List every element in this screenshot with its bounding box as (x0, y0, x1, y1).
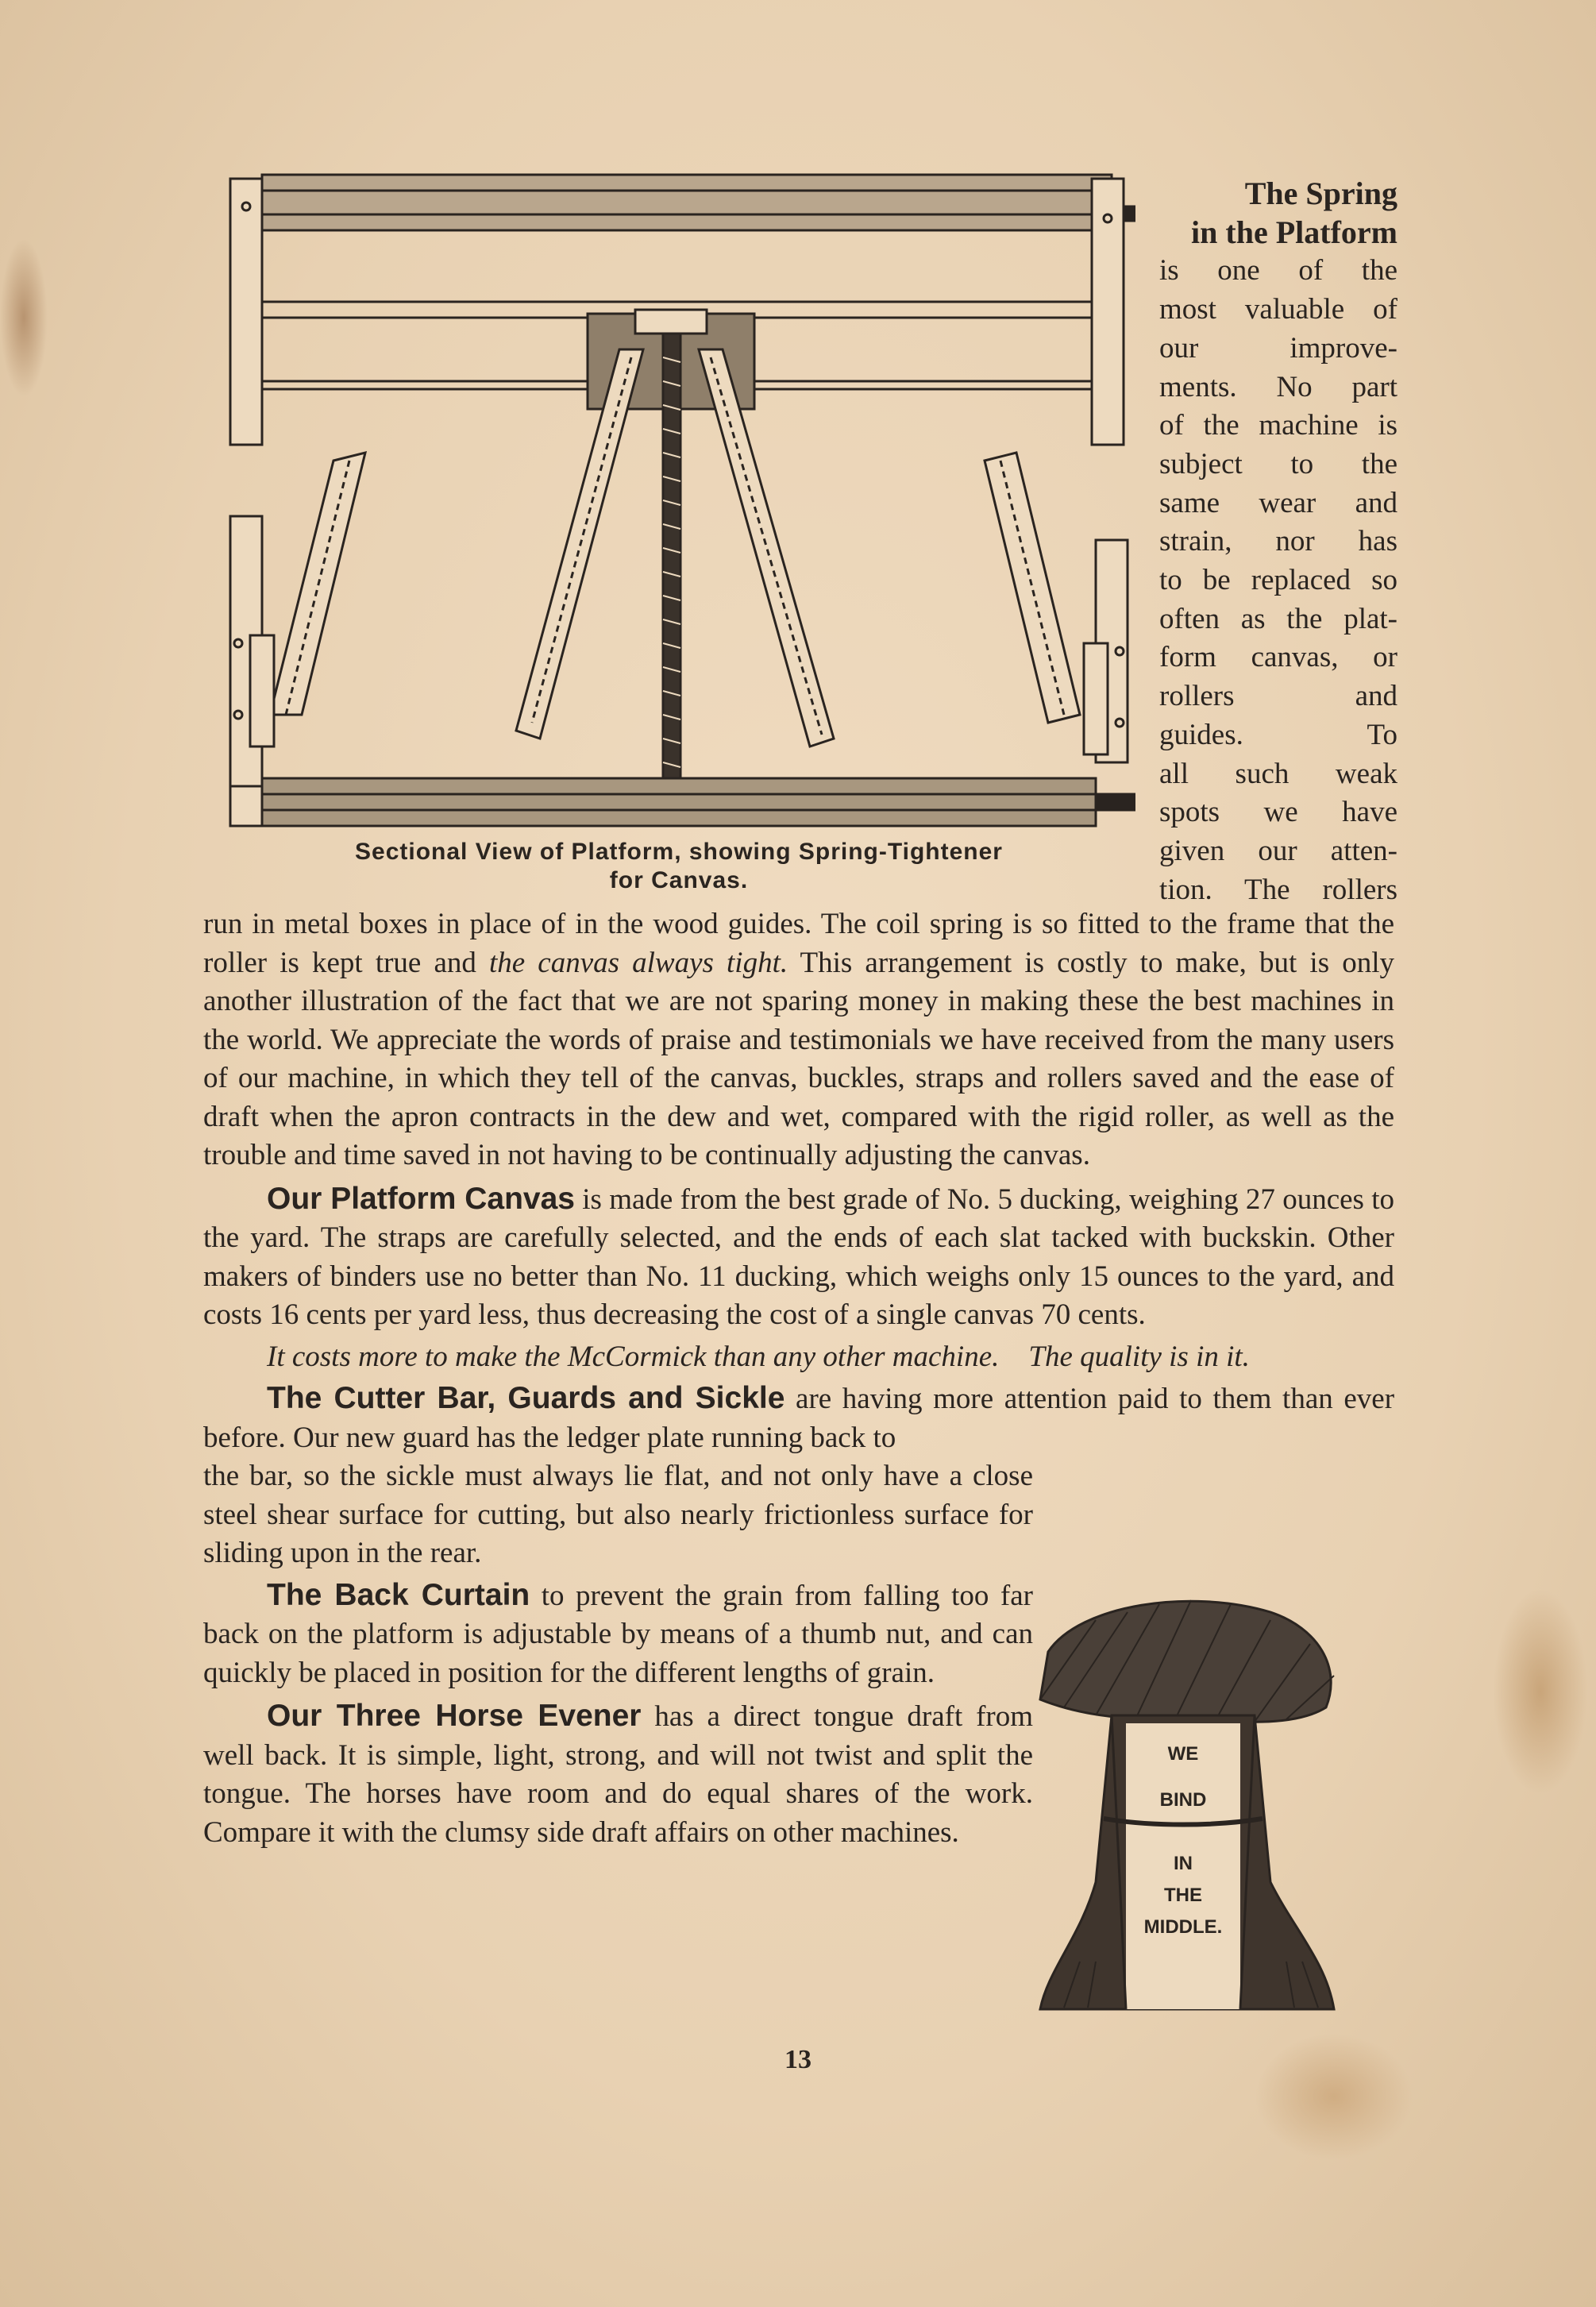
side-line: form canvas, or (1159, 641, 1397, 674)
side-line: tion. The rollers (1159, 873, 1397, 906)
side-line: to be replaced so (1159, 564, 1397, 597)
figure-caption (222, 838, 1135, 895)
paragraph-back-curtain (203, 1576, 1033, 1693)
side-heading-2: in the Platform (1191, 214, 1397, 250)
text: is made from the best grade of No. 5 ducking, weighing 27 ounces to the yard. The straps are carefully selected, and the ends of each slat tacked with buckskin. Other makers of binders use no better than No. 11 ducking, which weighs only 15 ounces to the yard, and costs 16 cents per yard less, thus decreasing the cost of a single canvas 70 cents. (203, 1182, 1394, 1331)
text: has a direct tongue draft from well back. It is simple, light, strong, and will not twist and split the tongue. The horses have room and do equal shares of the work. Compare it with the clumsy side draft affairs on other machines. (203, 1700, 1033, 1849)
quote-part-1: It costs more to make the McCormick than any other machine. (267, 1340, 1000, 1373)
platform-illustration (222, 167, 1135, 858)
platform-drawing (222, 167, 1135, 858)
sheaf-label-we: WE (1167, 1743, 1199, 1765)
caption-line-1: Sectional View of Platform, showing Spring-Tightener (355, 839, 1003, 865)
caption-line-2: for Canvas. (609, 867, 749, 893)
side-line: guides. To (1159, 718, 1397, 751)
paragraph-platform-canvas (203, 1180, 1394, 1335)
side-line: most valuable of (1159, 293, 1397, 326)
run-in-heading: Our Platform Canvas (267, 1181, 575, 1216)
paragraph-rollers (203, 905, 1394, 1175)
text: This arrangement is costly to make, but is only another illustration of the fact that we are not sparing money in making these the best machines in the world. We appreciate the words of praise and testimonials we have received from the many users of our machine, in which they tell of the canvas, buckles, straps and rollers saved and the ease of draft when the apron contracts in the dew and wet, compared with the rigid roller, as well as the trouble and time saved in not having to be continually adjusting the canvas. (203, 946, 1394, 1171)
side-line: of the machine is (1159, 409, 1397, 442)
side-line: strain, nor has (1159, 525, 1397, 558)
text: are having more attention paid to them than ever before. Our new guard has the ledger plate running back to (203, 1383, 1395, 1454)
side-heading-1: The Spring (1244, 176, 1397, 211)
side-line: ments. No part (1159, 370, 1397, 403)
paragraph-cutter-bar (203, 1379, 1394, 1457)
side-line: our improve- (1159, 331, 1397, 365)
text: to prevent the grain from falling too far back on the platform is adjustable by means of a thumb nut, and can quickly be placed in position for the different lengths of grain. (203, 1579, 1033, 1689)
italic-text: the canvas always tight. (488, 946, 788, 979)
paragraph-cutter-bar-cont (203, 1457, 1033, 1573)
quote (203, 1338, 1394, 1377)
sheaf-illustration (1032, 1588, 1350, 2033)
side-line: given our atten- (1159, 834, 1397, 867)
run-in-heading: The Back Curtain (267, 1577, 530, 1612)
text: run in metal boxes in place of in the wood guides. The coil spring is so fitted to the frame that the roller is kept true and (203, 908, 1394, 979)
sheaf-label-in: IN (1174, 1853, 1193, 1874)
side-line: rollers and (1159, 680, 1397, 713)
side-line: often as the plat- (1159, 602, 1397, 635)
page-number: 13 (785, 2045, 811, 2074)
side-line: all such weak (1159, 757, 1397, 790)
sheaf-label-bind: BIND (1159, 1789, 1207, 1811)
side-line: is one of the (1159, 254, 1397, 287)
side-line: same wear and (1159, 486, 1397, 519)
run-in-heading: The Cutter Bar, Guards and Sickle (267, 1381, 785, 1415)
sheaf-label-the: THE (1164, 1885, 1202, 1906)
side-line: spots we have (1159, 796, 1397, 829)
side-line: subject to the (1159, 447, 1397, 480)
quote-part-2: The quality is in it. (1028, 1340, 1250, 1373)
stain (0, 238, 48, 397)
paragraph-evener (203, 1697, 1033, 1852)
text: the bar, so the sickle must always lie flat, and not only have a close steel shear surface for cutting, but also nearly frictionless surface for sliding upon in the rear. (203, 1460, 1033, 1569)
sheaf-label-middle: MIDDLE. (1143, 1916, 1223, 1938)
side-column (1159, 175, 1397, 909)
stain (1493, 1588, 1588, 1795)
stain (1255, 2033, 1413, 2160)
run-in-heading: Our Three Horse Evener (267, 1699, 642, 1733)
